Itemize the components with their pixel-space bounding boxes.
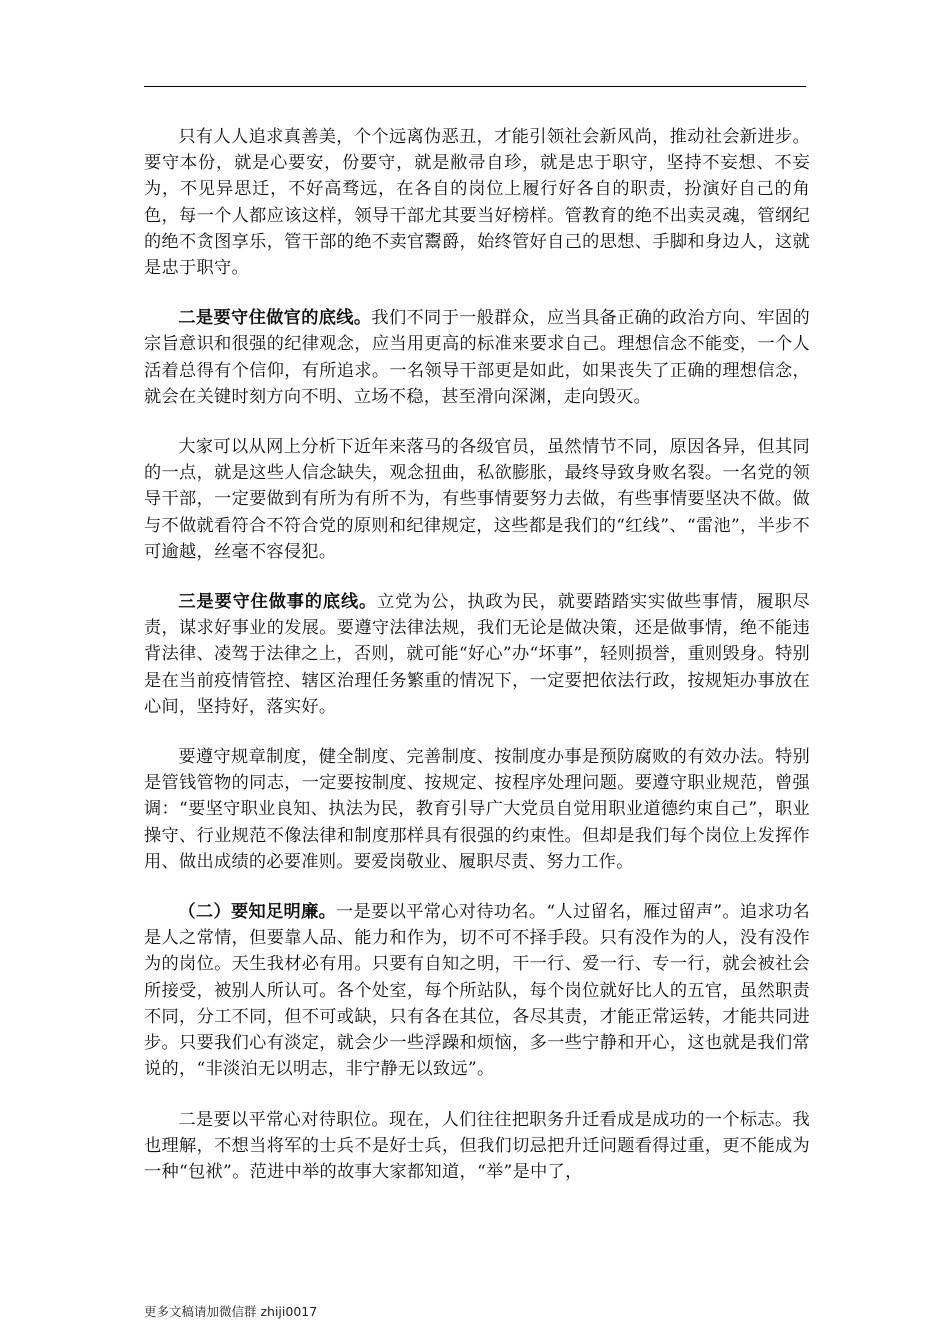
- paragraph: [144, 305, 810, 410]
- paragraph-text: 二是要以平常心对待职位。现在，人们往往把职务升迁看成是成功的一个标志。我也理解，不想当将军的士兵不是好士兵，但我们切忌把升迁问题看得过重，更不能成为一种“包袱”。范进中举的故事大家都知道，“举”是中了，: [144, 1109, 810, 1182]
- paragraph-text: 一是要以平常心对待功名。“人过留名，雁过留声”。追求功名是人之常情，但要靠人品、能力和作为，切不可不择手段。只有没作为的人，没有没作为的岗位。天生我材必有用。只要有自知之明，干一行、爱一行、专一行，就会被社会所接受，被别人所认可。各个处室，每个所站队，每个岗位就好比人的五官，虽然职责不同，分工不同，但不可或缺，只有各在其位，各尽其责，才能正常运转，才能共同进步。只要我们心有淡定，就会少一些浮躁和烦恼，多一些宁静和开心，这也就是我们常说的，“非淡泊无以明志，非宁静无以致远”。: [144, 902, 810, 1080]
- paragraph-text: 立党为公，执政为民，就要踏踏实实做些事情，履职尽责，谋求好事业的发展。要遵守法律法规，我们无论是做决策，还是做事情，绝不能违背法律、凌驾于法律之上，否则，就可能“好心”办“坏事”，轻则损誉，重则毁身。特别是在当前疫情管控、辖区治理任务繁重的情况下，一定要把依法行政，按规矩办事放在心间，坚持好，落实好。: [144, 592, 810, 717]
- header-rule: [144, 86, 806, 87]
- paragraph-lead: 二是要守住做官的底线。: [178, 308, 372, 329]
- paragraph: [144, 434, 810, 565]
- paragraph-text: 只有人人追求真善美，个个远离伪恶丑，才能引领社会新风尚，推动社会新进步。要守本份，就是心要安，份要守，就是敝帚自珍，就是忠于职守，坚持不妄想、不妄为，不见异思迁，不好高骛远，在各自的岗位上履行好各自的职责，扮演好自己的角色，每一个人都应该这样，领导干部尤其要当好榜样。管教育的绝不出卖灵魂，管纲纪的绝不贪图享乐，管干部的绝不卖官鬻爵，始终管好自己的思想、手脚和身边人，这就是忠于职守。: [144, 127, 810, 279]
- paragraph: [144, 744, 810, 875]
- paragraph-text: 我们不同于一般群众，应当具备正确的政治方向、牢固的宗旨意识和很强的纪律观念，应当用更高的标准来要求自己。理想信念不能变，一个人活着总得有个信仰，有所追求。一名领导干部更是如此，如果丧失了正确的理想信念，就会在关键时刻方向不明、立场不稳，甚至滑向深渊，走向毁灭。: [144, 308, 810, 407]
- paragraph-lead: 三是要守住做事的底线。: [178, 592, 378, 613]
- paragraph: [144, 1107, 810, 1186]
- paragraph-text: 大家可以从网上分析下近年来落马的各级官员，虽然情节不同，原因各异，但其同的一点，就是这些人信念缺失，观念扭曲，私欲膨胀，最终导致身败名裂。一名党的领导干部，一定要做到有所为有所不为，有些事情要努力去做，有些事情要坚决不做。做与不做就看符合不符合党的原则和纪律规定，这些都是我们的“红线”、“雷池”，半步不可逾越，丝毫不容侵犯。: [144, 437, 810, 562]
- paragraph: [144, 124, 810, 281]
- document-body: [144, 124, 810, 1209]
- paragraph-text: 要遵守规章制度，健全制度、完善制度、按制度办事是预防腐败的有效办法。特别是管钱管物的同志，一定要按制度、按规定、按程序处理问题。要遵守职业规范，曾强调：“要坚守职业良知、执法为民，教育引导广大党员自觉用职业道德约束自己”，职业操守、行业规范不像法律和制度那样具有很强的约束性。但却是我们每个岗位上发挥作用、做出成绩的必要准则。要爱岗敬业、履职尽责、努力工作。: [144, 747, 810, 872]
- paragraph: [144, 589, 810, 720]
- paragraph-lead: （二）要知足明廉。: [178, 902, 337, 923]
- page-footer: 更多文稿请加微信群 zhiji0017: [144, 1304, 318, 1319]
- paragraph: [144, 899, 810, 1082]
